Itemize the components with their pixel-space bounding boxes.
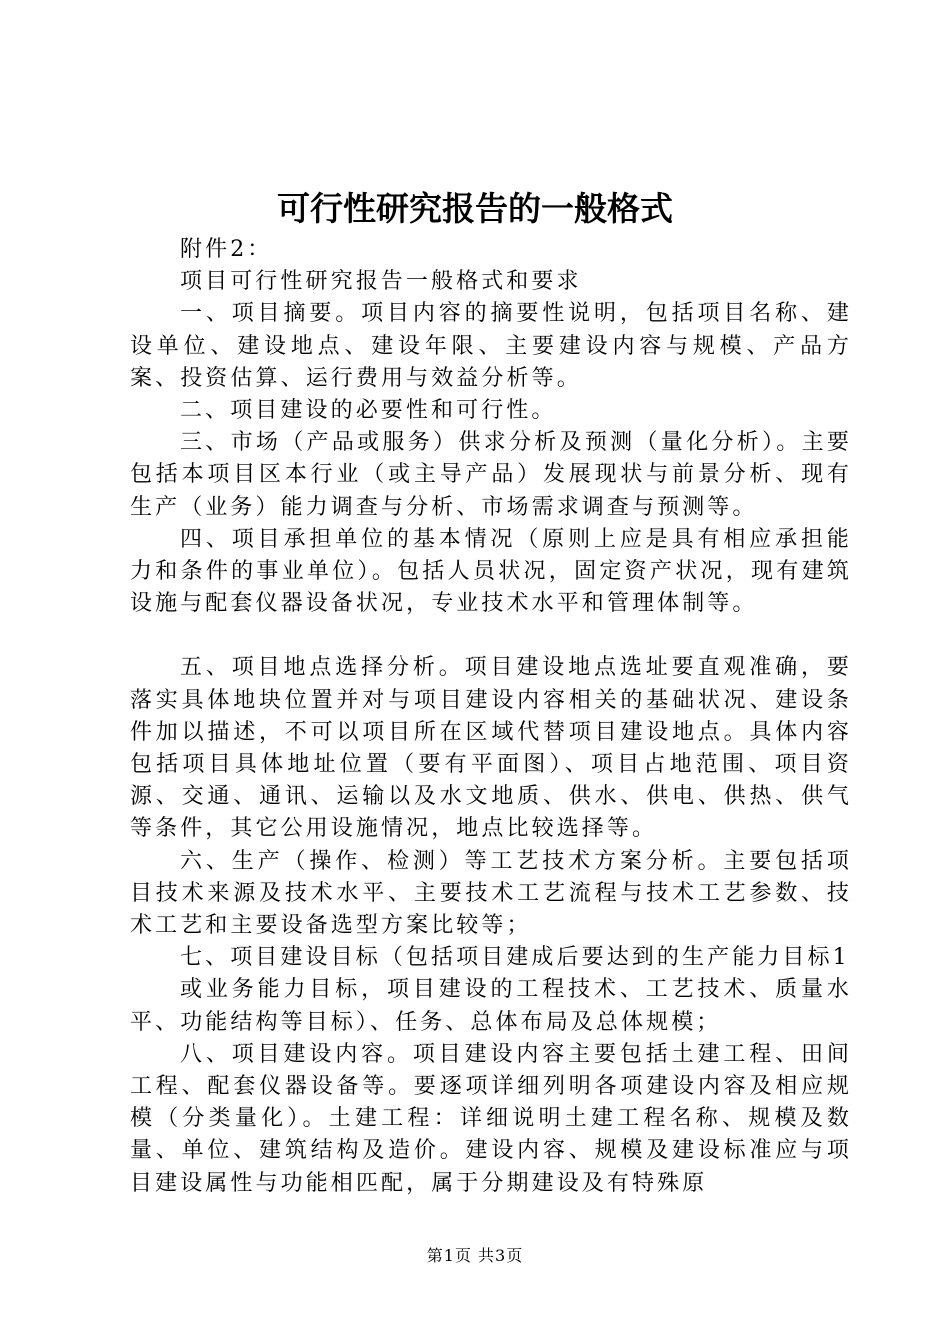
paragraph-section-4: 四、项目承担单位的基本情况（原则上应是具有相应承担能力和条件的事业单位）。包括人员状况，固定资产状况，现有建筑设施与配套仪器设备状况，专业技术水平和管理体制等。 (130, 526, 852, 617)
paragraph-section-2: 二、项目建设的必要性和可行性。 (180, 398, 557, 424)
page-number-footer: 第1页 共3页 (426, 1246, 524, 1265)
paragraph-section-1: 一、项目摘要。项目内容的摘要性说明，包括项目名称、建设单位、建设地点、建设年限、主要建设内容与规模、产品方案、投资估算、运行费用与效益分析等。 (130, 301, 852, 391)
paragraph-section-5: 五、项目地点选择分析。项目建设地点选址要直观准确，要落实具体地块位置并对与项目建设内容相关的基础状况、建设条件加以描述，不可以项目所在区域代替项目建设地点。具体内容包括项目具体地址位置（要有平面图）、项目占地范围、项目资源、交通、通讯、运输以及水文地质、供水、供电、供热、供气等条件，其它公用设施情况，地点比较选择等。 (130, 655, 852, 842)
document-body (130, 234, 852, 1200)
paragraph-subtitle: 项目可行性研究报告一般格式和要求 (180, 269, 582, 295)
paragraph-section-8: 八、项目建设内容。项目建设内容主要包括土建工程、田间工程、配套仪器设备等。要逐项详细列明各项建设内容及相应规模（分类量化）。土建工程：详细说明土建工程名称、规模及数量、单位、建筑结构及造价。建设内容、规模及建设标准应与项目建设属性与功能相匹配，属于分期建设及有特殊原 (130, 1041, 852, 1196)
paragraph-section-3: 三、市场（产品或服务）供求分析及预测（量化分析）。主要包括本项目区本行业（或主导产品）发展现状与前景分析、现有生产（业务）能力调查与分析、市场需求调查与预测等。 (130, 430, 852, 520)
paragraph-section-6: 六、生产（操作、检测）等工艺技术方案分析。主要包括项目技术来源及技术水平、主要技术工艺流程与技术工艺参数、技术工艺和主要设备选型方案比较等； (130, 848, 852, 939)
paragraph-section-7: 七、项目建设目标（包括项目建成后要达到的生产能力目标1 (180, 945, 850, 971)
paragraph-section-7-continued: 或业务能力目标，项目建设的工程技术、工艺技术、质量水平、功能结构等目标）、任务、总体布局及总体规模； (130, 977, 852, 1035)
document-title: 可行性研究报告的一般格式 (277, 189, 673, 228)
paragraph-attachment-label: 附件2： (180, 237, 273, 262)
